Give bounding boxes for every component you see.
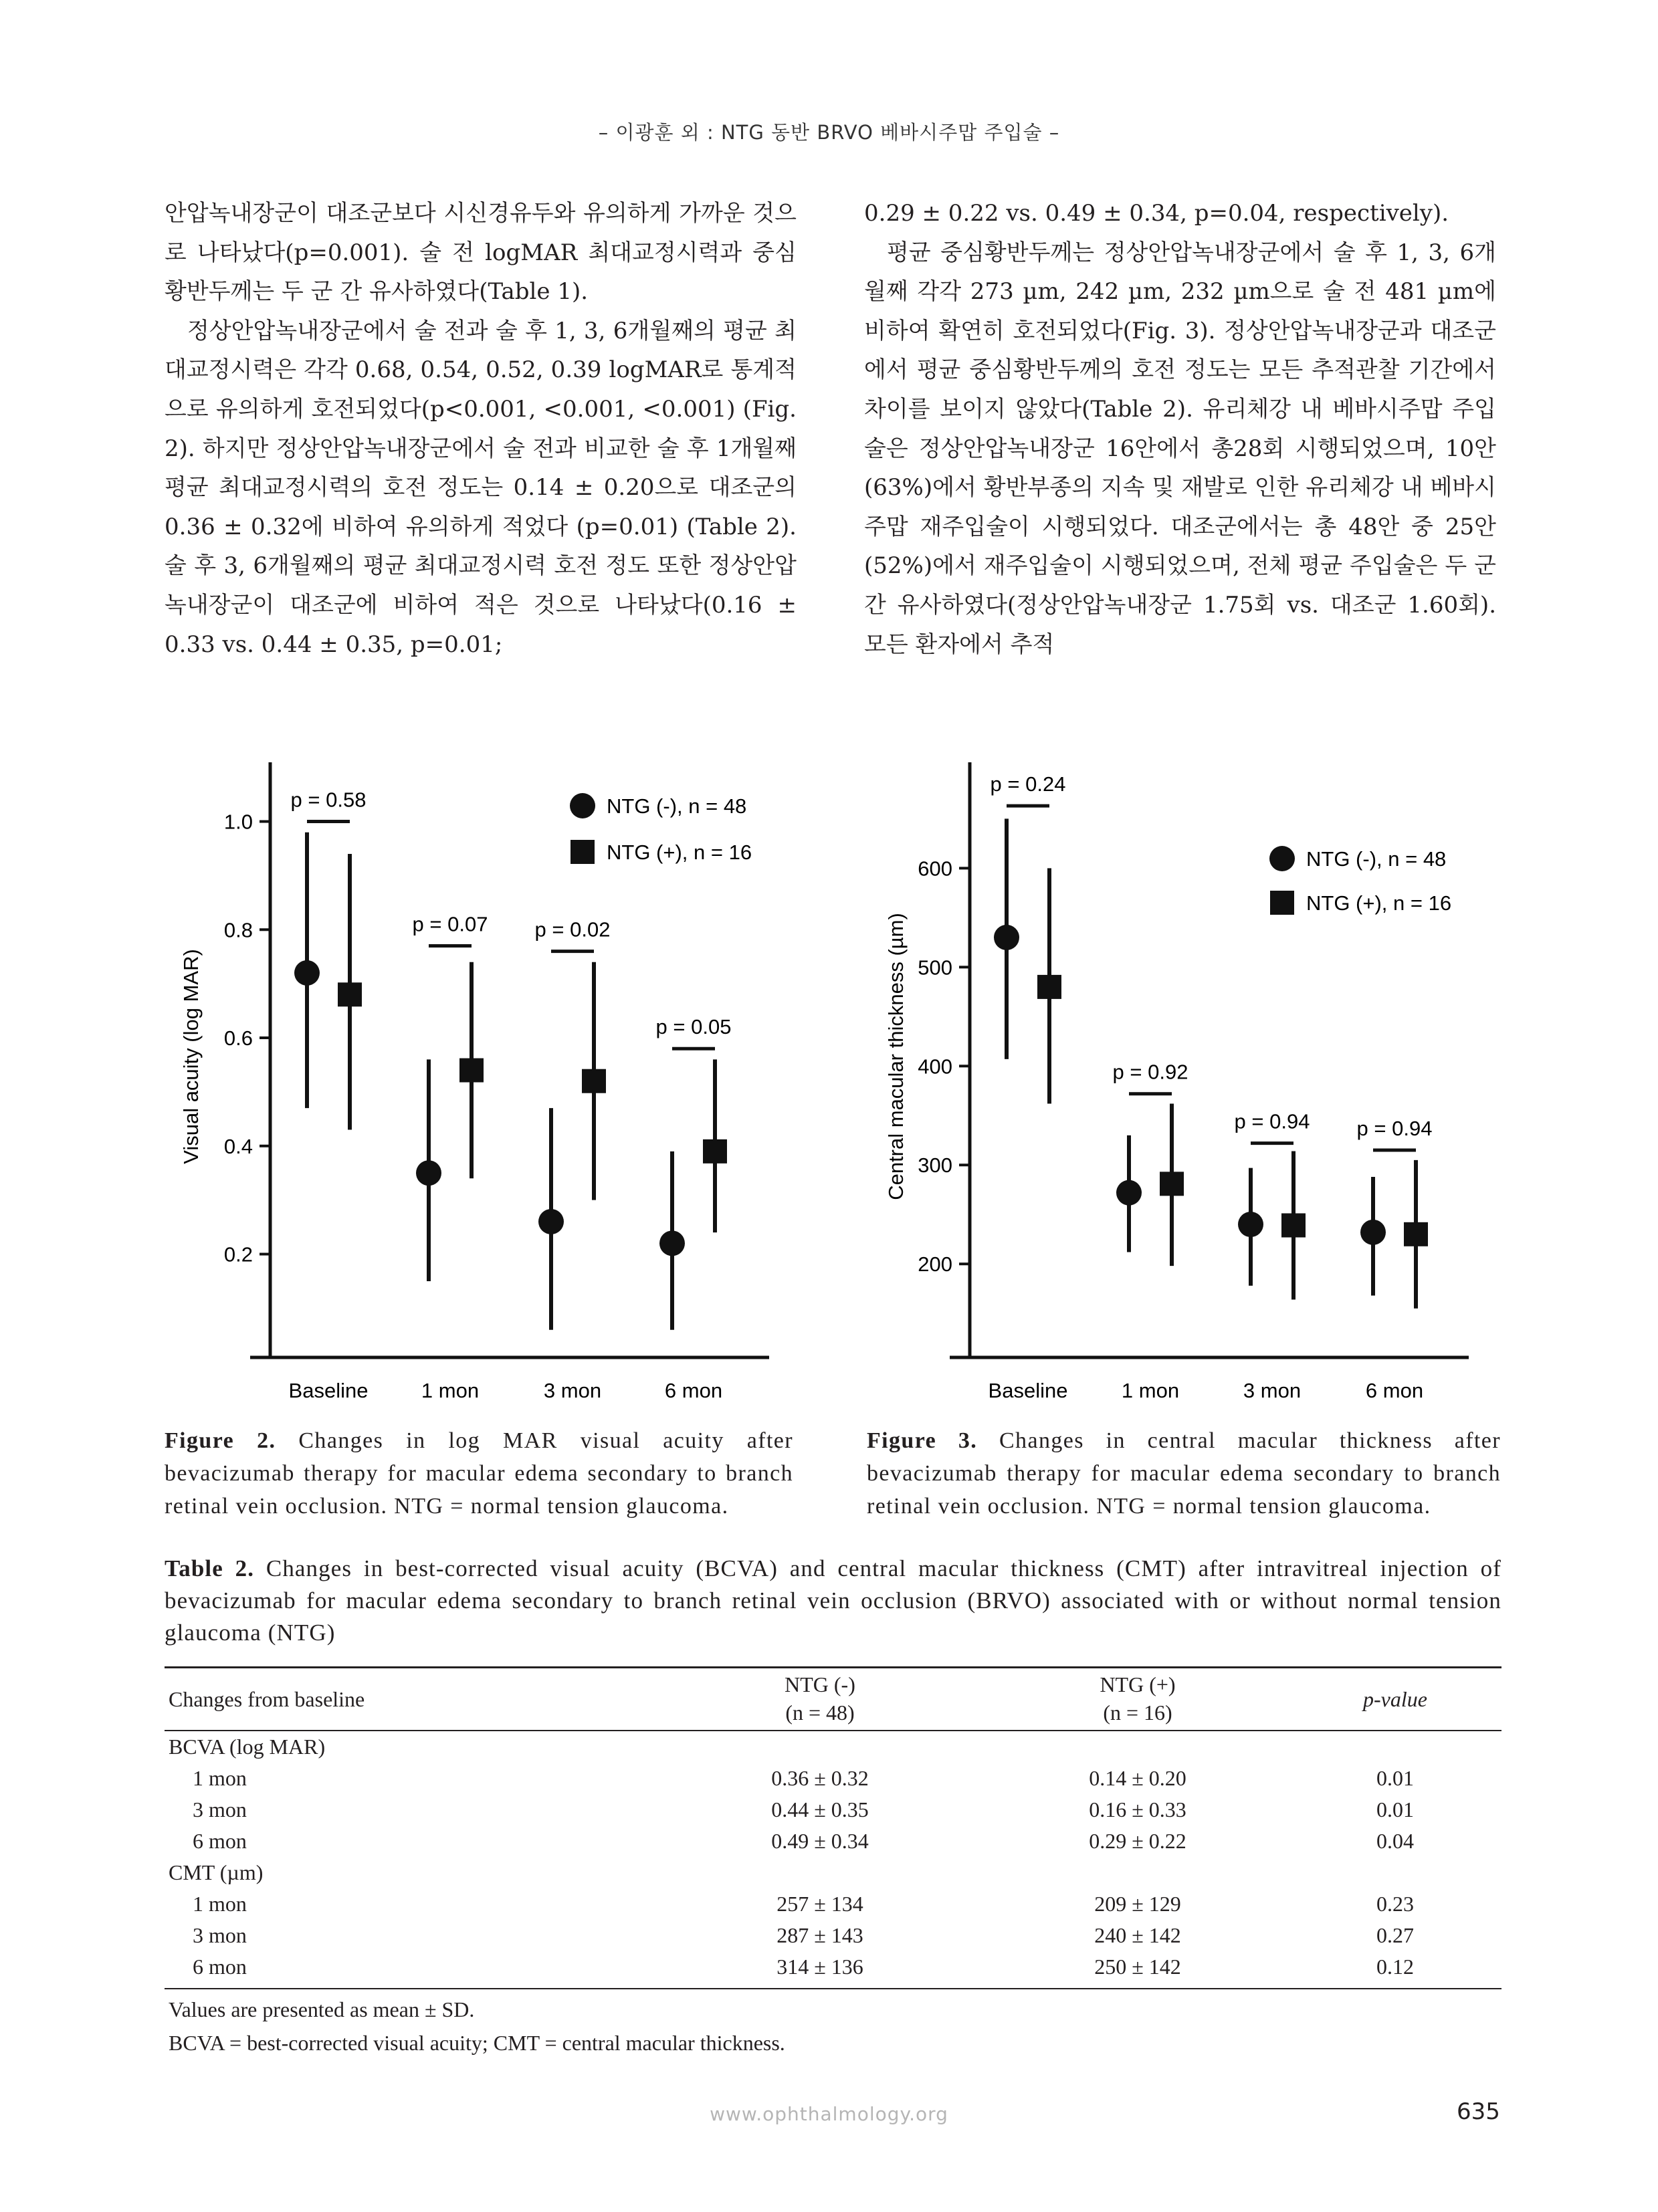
y-tick-label: 500 — [918, 956, 952, 980]
y-tick-label: 0.4 — [223, 1134, 253, 1158]
paragraph: 평균 중심황반두께는 정상안압녹내장군에서 술 후 1, 3, 6개월째 각각 273 µm, 242 µm, 232 µm으로 술 전 481 µm에 비하여 확연히 호전되었다(Fig. 3). 정상안압녹내장군과 대조군에서 평균 중심황반두께의 호전 정도는 모든 추적관찰 기간에서 차이를 보이지 않았다(Table 2). 유리체강 내 베바시주맙 주입술은 정상안압녹내장군 16안에서 총28회 시행되었으며, 10안(63%)에서 황반부종의 지속 및 재발로 인한 유리체강 내 베바시주맙 재주입술이 시행되었다. 대조군에서는 총 48안 중 25안(52%)에서 재주입술이 시행되었으며, 전체 평균 주입술은 두 군 간 유사하였다(정상안압녹내장군 1.75회 vs. 대조군 1.60회). 모든 환자에서 추적 — [864, 239, 1496, 658]
header-ntg-neg-n: (n = 48) — [785, 1700, 855, 1725]
legend-label: NTG (+), n = 16 — [607, 841, 752, 864]
x-tick-label: 3 mon — [1243, 1379, 1302, 1402]
y-tick-label: 0.6 — [223, 1026, 253, 1050]
p-value-label: p = 0.92 — [1112, 1060, 1188, 1084]
x-tick-label: 1 mon — [1121, 1379, 1180, 1402]
header-ntg-neg: NTG (-) — [785, 1672, 855, 1696]
legend-circle-marker — [1269, 846, 1295, 871]
legend-square-marker — [1270, 891, 1294, 915]
figure-2-label: Figure 2. — [165, 1428, 276, 1453]
cell-ntg-neg: 314 ± 136 — [776, 1955, 863, 1979]
cell-ntg-neg: 287 ± 143 — [776, 1923, 863, 1947]
y-tick-label: 200 — [918, 1252, 952, 1277]
header-p-value: p-value — [1363, 1687, 1427, 1711]
legend-label: NTG (-), n = 48 — [1306, 847, 1447, 871]
row-label: 1 mon — [193, 1892, 247, 1916]
cell-p-value: 0.04 — [1376, 1829, 1414, 1853]
x-tick-label: Baseline — [288, 1379, 369, 1402]
row-label: 3 mon — [193, 1797, 247, 1821]
y-axis-label: Visual acuity (log MAR) — [179, 949, 203, 1164]
paragraph: 정상안압녹내장군에서 술 전과 술 후 1, 3, 6개월째의 평균 최대교정시력은 각각 0.68, 0.54, 0.52, 0.39 logMAR로 통계적으로 유의하게 호전되었다(p<0.001, <0.001, <0.001) (Fig. 2). 하지만 정상안압녹내장군에서 술 전과 비교한 술 후 1개월째 평균 최대교정시력의 호전 정도는 0.14 ± 0.20으로 대조군의 0.36 ± 0.32에 비하여 유의하게 적었다 (p=0.01) (Table 2). 술 후 3, 6개월째의 평균 최대교정시력 호전 정도 또한 정상안압녹내장군이 대조군에 비하여 적은 것으로 나타났다(0.16 ± 0.33 vs. 0.44 ± 0.35, p=0.01; — [165, 317, 797, 658]
table-note: Values are presented as mean ± SD. — [169, 1997, 475, 2021]
cell-ntg-pos: 0.14 ± 0.20 — [1089, 1766, 1186, 1790]
figure-3-label: Figure 3. — [867, 1428, 978, 1453]
figure-2-caption — [165, 1424, 793, 1523]
paragraph: 안압녹내장군이 대조군보다 시신경유두와 유의하게 가까운 것으로 나타났다(p=0.001). 술 전 logMAR 최대교정시력과 중심황반두께는 두 군 간 유사하였다(Table 1). — [165, 200, 797, 306]
page-number: 635 — [1457, 2098, 1500, 2125]
data-point-circle — [416, 1160, 441, 1186]
cell-ntg-pos: 240 ± 142 — [1094, 1923, 1181, 1947]
data-point-circle — [1360, 1220, 1386, 1245]
row-label: CMT (µm) — [169, 1860, 264, 1884]
data-point-circle — [659, 1230, 685, 1256]
cell-ntg-neg: 0.49 ± 0.34 — [771, 1829, 869, 1853]
cell-ntg-neg: 257 ± 134 — [776, 1892, 863, 1916]
y-tick-label: 1.0 — [223, 810, 253, 834]
y-tick-label: 300 — [918, 1153, 952, 1178]
p-value-label: p = 0.94 — [1356, 1117, 1433, 1141]
x-tick-label: Baseline — [988, 1379, 1068, 1402]
cell-p-value: 0.23 — [1376, 1892, 1414, 1916]
table-header — [165, 1668, 1501, 1730]
data-point-circle — [538, 1209, 564, 1234]
header-ntg-pos-n: (n = 16) — [1103, 1700, 1172, 1725]
data-point-circle — [294, 960, 320, 986]
cell-p-value: 0.12 — [1376, 1955, 1414, 1979]
cell-p-value: 0.01 — [1376, 1766, 1414, 1790]
figure-3-caption-text: Changes in central macular thickness after bevacizumab therapy for macular edema secondary to branch retinal vein occlusion. NTG = normal tension glaucoma. — [867, 1428, 1501, 1519]
y-tick-label: 600 — [918, 857, 952, 881]
header-changes-from-baseline: Changes from baseline — [169, 1687, 365, 1711]
p-value-label: p = 0.24 — [990, 772, 1066, 796]
table-2-label: Table 2. — [165, 1555, 255, 1581]
data-point-circle — [1238, 1212, 1263, 1237]
table-2 — [165, 1666, 1501, 1989]
cell-ntg-pos: 0.16 ± 0.33 — [1089, 1797, 1186, 1821]
body-text-left-column — [165, 194, 797, 664]
cell-p-value: 0.27 — [1376, 1923, 1414, 1947]
cell-ntg-pos: 209 ± 129 — [1094, 1892, 1181, 1916]
table-row — [165, 1857, 1501, 1888]
data-point-square — [1404, 1222, 1428, 1246]
figure-2-svg — [165, 749, 807, 1418]
data-point-circle — [994, 925, 1019, 950]
data-point-square — [1281, 1213, 1306, 1237]
paragraph: 0.29 ± 0.22 vs. 0.49 ± 0.34, p=0.04, respectively). — [864, 200, 1449, 227]
table-row — [165, 1920, 1501, 1951]
table-row — [165, 1763, 1501, 1794]
y-tick-label: 400 — [918, 1055, 952, 1079]
p-value-label: p = 0.02 — [534, 917, 611, 942]
x-tick-label: 6 mon — [664, 1379, 723, 1402]
table-2-caption-text: Changes in best-corrected visual acuity (BCVA) and central macular thickness (CMT) after intravitreal injection of bevacizumab for macular edema secondary to branch retinal vein occlusion (BRVO) associated with or without normal tension glaucoma (NTG) — [165, 1555, 1502, 1646]
table-body — [165, 1731, 1501, 1983]
x-tick-label: 3 mon — [543, 1379, 602, 1402]
x-tick-label: 1 mon — [421, 1379, 480, 1402]
table-bottom-rule — [165, 1988, 1501, 1989]
figure-3-caption — [867, 1424, 1501, 1523]
header-ntg-pos: NTG (+) — [1100, 1672, 1176, 1696]
y-tick-label: 0.2 — [223, 1242, 253, 1266]
data-point-square — [582, 1069, 606, 1093]
p-value-label: p = 0.05 — [655, 1015, 732, 1039]
row-label: BCVA (log MAR) — [169, 1735, 326, 1759]
y-axis-label: Central macular thickness (µm) — [884, 913, 908, 1200]
table-2-notes — [169, 1993, 785, 2060]
legend-circle-marker — [570, 793, 595, 818]
footer-url: www.ophthalmology.org — [710, 2103, 948, 2125]
cell-ntg-neg: 0.44 ± 0.35 — [771, 1797, 869, 1821]
data-point-square — [1037, 975, 1061, 999]
table-note: BCVA = best-corrected visual acuity; CMT = central macular thickness. — [169, 2031, 785, 2055]
row-label: 6 mon — [193, 1955, 247, 1979]
data-point-circle — [1116, 1180, 1142, 1206]
data-point-square — [459, 1059, 484, 1083]
table-row — [165, 1794, 1501, 1826]
row-label: 1 mon — [193, 1766, 247, 1790]
p-value-label: p = 0.58 — [290, 788, 367, 812]
cell-ntg-pos: 250 ± 142 — [1094, 1955, 1181, 1979]
legend-label: NTG (-), n = 48 — [607, 794, 747, 818]
table-2-caption — [165, 1553, 1501, 1649]
row-label: 6 mon — [193, 1829, 247, 1853]
row-label: 3 mon — [193, 1923, 247, 1947]
data-point-square — [338, 982, 362, 1006]
cell-p-value: 0.01 — [1376, 1797, 1414, 1821]
cell-ntg-neg: 0.36 ± 0.32 — [771, 1766, 869, 1790]
figure-3-svg — [864, 749, 1506, 1418]
figure-2-visual-acuity-chart — [165, 749, 807, 1418]
p-value-label: p = 0.94 — [1234, 1109, 1310, 1133]
table-row — [165, 1951, 1501, 1983]
table-row — [165, 1888, 1501, 1920]
data-point-square — [703, 1139, 727, 1164]
table-row — [165, 1826, 1501, 1857]
figure-2-caption-text: Changes in log MAR visual acuity after bevacizumab therapy for macular edema secondary to branch retinal vein occlusion. NTG = normal tension glaucoma. — [165, 1428, 794, 1519]
body-text-right-column — [864, 194, 1496, 664]
x-tick-label: 6 mon — [1365, 1379, 1424, 1402]
table-row — [165, 1731, 1501, 1763]
data-point-square — [1160, 1172, 1184, 1196]
cell-ntg-pos: 0.29 ± 0.22 — [1089, 1829, 1186, 1853]
p-value-label: p = 0.07 — [412, 912, 488, 936]
y-tick-label: 0.8 — [223, 918, 253, 942]
figure-3-macular-thickness-chart — [864, 749, 1506, 1418]
legend-label: NTG (+), n = 16 — [1306, 891, 1452, 915]
running-head: – 이광훈 외 : NTG 동반 BRVO 베바시주맙 주입술 – — [598, 121, 1060, 144]
legend-square-marker — [571, 840, 595, 864]
